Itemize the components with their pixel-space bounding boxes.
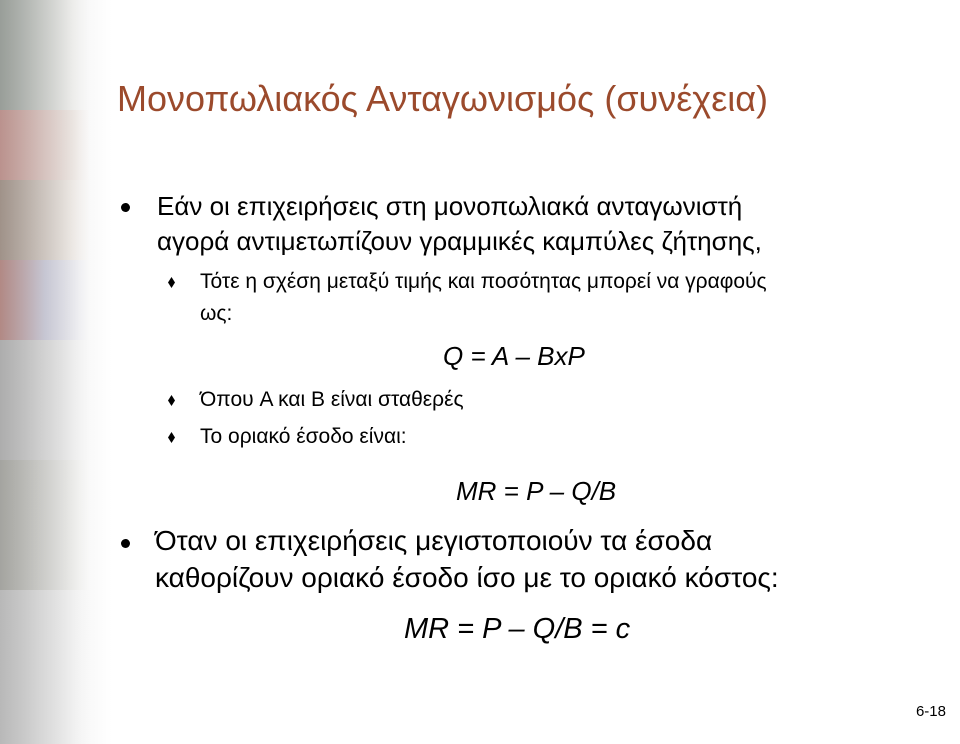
photo-strip-segment [0, 460, 90, 590]
sub-bullet3: Το οριακό έσοδο είναι: [200, 425, 407, 448]
photo-strip-segment [0, 260, 90, 340]
bullet-dot-icon [121, 203, 130, 212]
photo-strip-segment [0, 340, 90, 460]
page-number: 6-18 [915, 703, 946, 720]
formula-marginal-revenue: MR = P – Q/B [456, 476, 617, 506]
photo-strip-segment [0, 180, 90, 260]
sub-bullet1-line1: Τότε η σχέση μεταξύ τιμής και ποσότητας μπορεί να γραφούς [200, 270, 767, 293]
bullet-dot-icon [121, 539, 130, 548]
diamond-bullet-icon [168, 395, 175, 406]
sub-bullet1-line2: ως: [200, 302, 233, 325]
photo-strip-segment [0, 110, 90, 180]
bullet2-line2: καθορίζουν οριακό έσοδο ίσο με το οριακό κόστος: [155, 562, 779, 593]
slide-title: Μονοπωλιακός Ανταγωνισμός (συνέχεια) [117, 78, 769, 119]
sub-bullet2: Όπου A και B είναι σταθερές [200, 388, 464, 411]
bullet1-line1: Εάν οι επιχειρήσεις στη μονοπωλιακά ανταγωνιστή [157, 191, 743, 221]
formula-mr-equals-c: MR = P – Q/B = c [404, 613, 631, 645]
decorative-photo-strip [0, 0, 112, 744]
bullet2-line1: Όταν οι επιχειρήσεις μεγιστοποιούν τα έσοδα [155, 525, 713, 556]
photo-strip-segment [0, 590, 90, 744]
diamond-bullet-icon [168, 277, 175, 288]
photo-strip-segment [0, 0, 90, 110]
formula-demand: Q = A – BxP [443, 341, 585, 371]
diamond-bullet-icon [168, 432, 175, 443]
bullet1-line2: αγορά αντιμετωπίζουν γραμμικές καμπύλες ζήτησης, [157, 226, 762, 256]
